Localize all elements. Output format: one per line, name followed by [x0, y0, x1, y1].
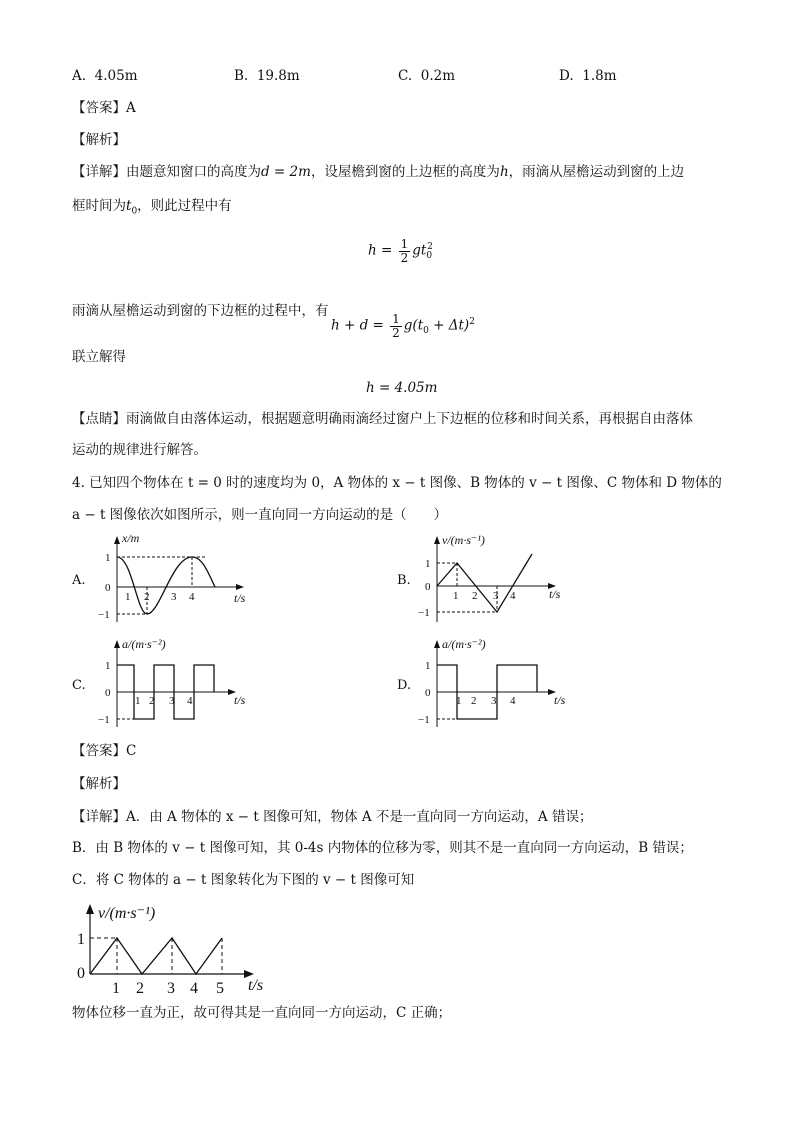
- graph-a-xtick-2: 2: [144, 591, 150, 603]
- analysis-label: 【解析】: [72, 132, 126, 148]
- graph-c-ytick-1: 1: [105, 660, 111, 672]
- graph-c: [92, 632, 262, 732]
- graph-d-ytick-m1: −1: [418, 714, 430, 726]
- equation-1: h = $\frac{1}{2}$ $gt_0^2$: [368, 236, 433, 265]
- detail-2-c: C．将 C 物体的 a − t 图象转化为下图的 v − t 图像可知: [72, 872, 415, 888]
- graph-a-xtick-4: 4: [189, 591, 195, 603]
- graph-d-xtick-4: 4: [510, 695, 516, 707]
- graph-a-xtick-1: 1: [125, 591, 131, 603]
- graph-d: [412, 632, 582, 732]
- comment-line-2: 运动的规律进行解答。: [72, 442, 207, 458]
- graph-d-xtick-1: 1: [456, 695, 462, 707]
- graph-d-label: D.: [397, 678, 412, 693]
- graph-b-xtick-4: 4: [510, 590, 516, 602]
- graph-b: [412, 530, 582, 630]
- vt-ylabel: v/(m·s⁻¹): [98, 905, 156, 922]
- analysis-2-label: 【解析】: [72, 776, 126, 792]
- graph-a-ylabel: x/m: [122, 531, 140, 545]
- graph-a-ytick-m1: −1: [98, 609, 110, 621]
- graph-c-xlabel: t/s: [234, 693, 246, 707]
- graph-c-ylabel: a/(m·s⁻²): [122, 637, 166, 651]
- comment-line-1: 【点睛】雨滴做自由落体运动，根据题意明确雨滴经过窗户上下边框的位移和时间关系，再根据自由落体: [72, 411, 693, 427]
- option-c: C. 0.2m: [398, 68, 456, 84]
- graph-d-xlabel: t/s: [554, 693, 566, 707]
- graph-b-xtick-2: 2: [472, 590, 478, 602]
- graph-b-xtick-3: 3: [493, 590, 499, 602]
- vt-ytick-1: 1: [77, 931, 85, 948]
- graph-a: [92, 530, 262, 630]
- question-4-line-1: 4. 已知四个物体在 t = 0 时的速度均为 0，A 物体的 x − t 图像、B 物体的 v − t 图像、C 物体和 D 物体的: [72, 475, 722, 491]
- detail-line-2: 框时间为$t_0$，则此过程中有: [72, 198, 232, 217]
- answer-2-label: 【答案】C: [72, 743, 137, 759]
- detail-2-b: B．由 B 物体的 v − t 图像可知，其 0-4s 内物体的位移为零，则其不是一直向同一方向运动，B 错误；: [72, 840, 693, 856]
- vt-ytick-0: 0: [77, 965, 85, 982]
- lower-frame-line: 雨滴从屋檐运动到窗的下边框的过程中，有: [72, 303, 329, 319]
- graph-a-ytick-0: 0: [105, 582, 111, 594]
- vt-xtick-2: 2: [136, 980, 144, 997]
- graph-c-xtick-3: 3: [169, 695, 175, 707]
- option-a: A. 4.05m: [72, 68, 138, 84]
- vt-graph: [72, 898, 282, 998]
- final-line: 物体位移一直为正，故可得其是一直向同一方向运动，C 正确；: [72, 1005, 452, 1021]
- equation-2: h + d = $\frac{1}{2}$ $g(t_0 + \Delta t)^2$: [331, 311, 475, 340]
- solve-line: 联立解得: [72, 349, 126, 365]
- graph-b-ytick-0: 0: [425, 581, 431, 593]
- detail-2-a: 【详解】A．由 A 物体的 x − t 图像可知，物体 A 不是一直向同一方向运动，A 错误；: [72, 809, 593, 825]
- graph-b-xtick-1: 1: [453, 590, 459, 602]
- option-d: D. 1.8m: [559, 68, 617, 84]
- graph-b-ytick-1: 1: [425, 558, 431, 570]
- graph-b-xlabel: t/s: [549, 587, 561, 601]
- graph-a-ytick-1: 1: [105, 552, 111, 564]
- graph-c-ytick-0: 0: [105, 687, 111, 699]
- graph-d-xtick-3: 3: [491, 695, 497, 707]
- option-b: B. 19.8m: [234, 68, 300, 84]
- detail-line-1: 【详解】由题意知窗口的高度为d = 2m，设屋檐到窗的上边框的高度为h，雨滴从屋檐运动到窗的上边: [72, 164, 685, 180]
- graph-c-label: C.: [72, 678, 86, 693]
- vt-xtick-5: 5: [216, 980, 224, 997]
- graph-c-xtick-4: 4: [187, 695, 193, 707]
- graph-c-ytick-m1: −1: [98, 714, 110, 726]
- vt-xlabel: t/s: [248, 977, 264, 994]
- graph-d-ytick-1: 1: [425, 660, 431, 672]
- graph-a-xtick-3: 3: [171, 591, 177, 603]
- vt-xtick-3: 3: [167, 980, 175, 997]
- graph-b-label: B.: [397, 573, 411, 588]
- graph-b-ytick-m1: −1: [418, 607, 430, 619]
- graph-c-xtick-2: 2: [149, 695, 155, 707]
- question-4-line-2: a − t 图像依次如图所示，则一直向同一方向运动的是（ ）: [72, 507, 448, 523]
- graph-d-xtick-2: 2: [471, 695, 477, 707]
- graph-d-ytick-0: 0: [425, 687, 431, 699]
- vt-xtick-1: 1: [112, 980, 120, 997]
- vt-xtick-4: 4: [190, 980, 198, 997]
- equation-3: h = 4.05m: [366, 380, 438, 396]
- graph-c-xtick-1: 1: [135, 695, 141, 707]
- answer-label: 【答案】A: [72, 100, 136, 116]
- graph-a-xlabel: t/s: [234, 591, 246, 605]
- graph-d-ylabel: a/(m·s⁻²): [442, 637, 486, 651]
- graph-b-ylabel: v/(m·s⁻¹): [442, 533, 485, 547]
- graph-a-label: A.: [72, 573, 86, 588]
